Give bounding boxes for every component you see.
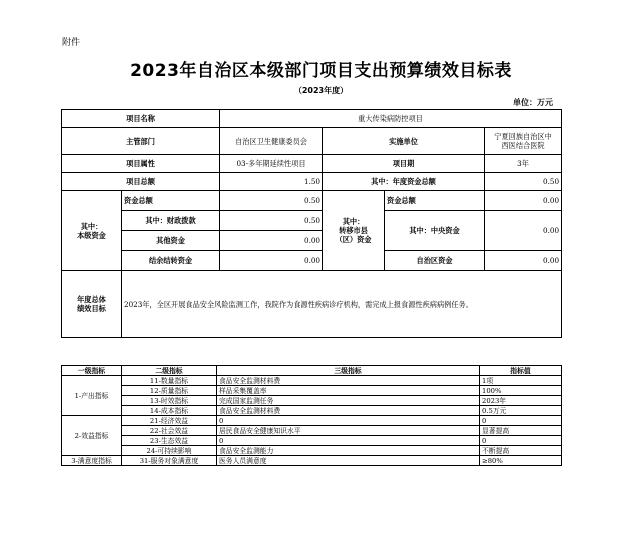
value-cell: 显著提高 — [480, 426, 562, 436]
value-cell: ≥80% — [480, 456, 562, 466]
period-value: 3年 — [485, 155, 562, 173]
table-row — [62, 436, 562, 446]
level1-benefit: 2-效益指标 — [62, 416, 122, 456]
fiscal-value: 0.50 — [220, 211, 323, 231]
period-label: 项目期 — [323, 155, 485, 173]
central-label: 其中：中央资金 — [385, 211, 485, 251]
dept-label: 主管部门 — [62, 128, 220, 155]
value-cell: 0 — [480, 416, 562, 426]
level2-cell: 23-生态效益 — [122, 436, 217, 446]
header-level3: 三级指标 — [217, 366, 480, 376]
level3-cell: 0 — [217, 416, 480, 426]
goal-label-1: 年度总体 — [77, 295, 106, 304]
carry-value: 0.00 — [220, 251, 323, 271]
other-value: 0.00 — [220, 231, 323, 251]
value-cell: 0 — [480, 436, 562, 446]
transfer-label-2: 转移市县 — [339, 226, 368, 235]
value-cell: 0.5万元 — [480, 406, 562, 416]
level2-cell: 24-可持续影响 — [122, 446, 217, 456]
basic-info-table — [61, 109, 562, 338]
central-value: 0.00 — [485, 211, 562, 251]
table-row — [62, 416, 562, 426]
own-label-1: 其中： — [80, 221, 103, 231]
row-attr — [62, 155, 562, 173]
level2-cell: 31-服务对象满意度 — [122, 456, 217, 466]
row-carry — [62, 251, 562, 271]
fund-total-label: 资金总额 — [122, 191, 220, 211]
header-level2: 二级指标 — [122, 366, 217, 376]
level3-cell: 居民食品安全健康知识水平 — [217, 426, 480, 436]
project-name-label: 项目名称 — [62, 110, 220, 128]
region-label: 自治区资金 — [385, 251, 485, 271]
carry-label: 结余结转资金 — [122, 251, 220, 271]
table-row — [62, 396, 562, 406]
level2-cell: 22-社会效益 — [122, 426, 217, 436]
own-label-2: 本级资金 — [77, 230, 106, 240]
value-cell: 100% — [480, 386, 562, 396]
value-cell: 不断提高 — [480, 446, 562, 456]
table-row — [62, 406, 562, 416]
fiscal-label: 其中：财政拨款 — [122, 211, 220, 231]
impl-label: 实施单位 — [323, 128, 485, 155]
level3-cell: 医务人员满意度 — [217, 456, 480, 466]
row-project-name — [62, 110, 562, 128]
row-dept — [62, 128, 562, 155]
table-row — [62, 386, 562, 396]
header-value: 指标值 — [480, 366, 562, 376]
indicator-header-row — [62, 366, 562, 376]
fund-total-value: 0.50 — [220, 191, 323, 211]
page-title: 2023年自治区本级部门项目支出预算绩效目标表 — [130, 61, 512, 81]
row-total — [62, 173, 562, 191]
goal-label — [62, 271, 122, 338]
transfer-label-1: 其中： — [342, 217, 365, 226]
attachment-label: 附件 — [62, 38, 81, 48]
level2-cell: 13-时效指标 — [122, 396, 217, 406]
level2-cell: 12-质量指标 — [122, 386, 217, 396]
other-label: 其他资金 — [122, 231, 220, 251]
value-cell: 1项 — [480, 376, 562, 386]
attr-label: 项目属性 — [62, 155, 220, 173]
row-fund-total — [62, 191, 562, 211]
level2-cell: 21-经济效益 — [122, 416, 217, 426]
attr-value: 03-多年期延续性项目 — [220, 155, 323, 173]
project-name-value: 重大传染病防控项目 — [220, 110, 562, 128]
indicator-table — [61, 365, 562, 466]
level3-cell: 食品安全监测材料费 — [217, 406, 480, 416]
level3-cell: 样品采集覆盖率 — [217, 386, 480, 396]
table-row — [62, 456, 562, 466]
total-value: 1.50 — [220, 173, 323, 191]
total-label: 项目总额 — [62, 173, 220, 191]
row-fiscal — [62, 211, 562, 231]
level1-output: 1-产出指标 — [62, 376, 122, 416]
goal-text: 2023年，全区开展食品安全风险监测工作，我院作为食源性疾病诊疗机构，需完成上报食源性疾病病例任务。 — [122, 271, 562, 338]
value-cell: 2023年 — [480, 396, 562, 406]
goal-label-2: 绩效目标 — [77, 304, 106, 313]
impl-line-2: 西医结合医院 — [501, 141, 545, 150]
row-goal — [62, 271, 562, 338]
table-row — [62, 376, 562, 386]
transfer-funds-label — [323, 191, 385, 271]
year-total-value: 0.50 — [485, 173, 562, 191]
level2-cell: 14-成本指标 — [122, 406, 217, 416]
header-level1: 一级指标 — [62, 366, 122, 376]
transfer-label-3: （区）资金 — [335, 235, 372, 244]
level3-cell: 食品安全监测能力 — [217, 446, 480, 456]
unit-note: 单位：万元 — [513, 98, 553, 107]
impl-line-1: 宁夏回族自治区中 — [494, 132, 552, 141]
fund-total-right-label: 资金总额 — [385, 191, 485, 211]
year-total-label: 其中：年度资金总额 — [323, 173, 485, 191]
level3-cell: 完成国家监测任务 — [217, 396, 480, 406]
level3-cell: 0 — [217, 436, 480, 446]
own-funds-label — [62, 191, 122, 271]
year-note: （2023年度） — [293, 86, 349, 95]
region-value: 0.00 — [485, 251, 562, 271]
impl-value — [485, 128, 562, 155]
dept-value: 自治区卫生健康委员会 — [220, 128, 323, 155]
table-row — [62, 426, 562, 436]
level3-cell: 食品安全监测材料费 — [217, 376, 480, 386]
level2-cell: 11-数量指标 — [122, 376, 217, 386]
table-row — [62, 446, 562, 456]
level1-satisfaction: 3-满意度指标 — [62, 456, 122, 466]
fund-total-right-value: 0.00 — [485, 191, 562, 211]
